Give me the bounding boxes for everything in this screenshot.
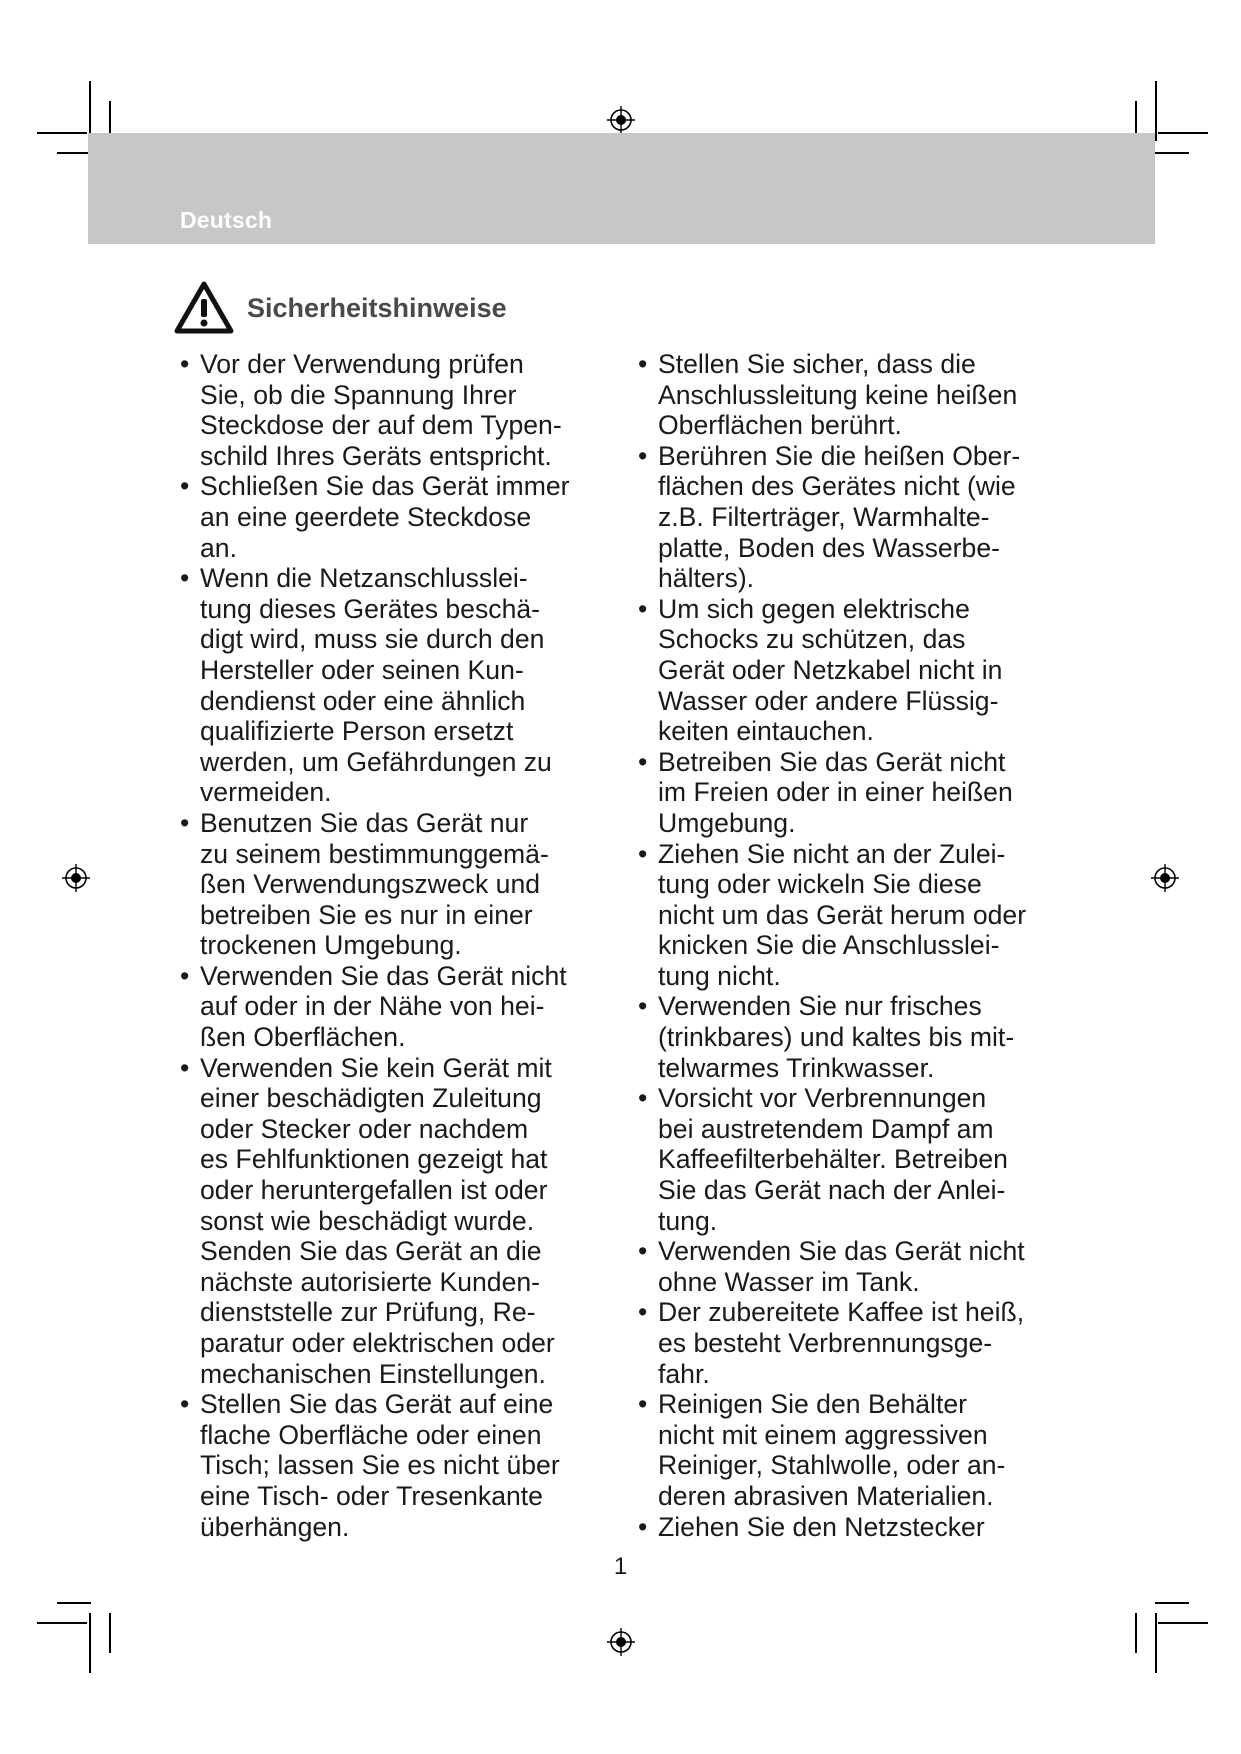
list-item-text: Der zubereitete Kaffee ist heiß, es besteht Verbrennungsge- fahr. [658, 1297, 1025, 1389]
list-item-text: Schließen Sie das Gerät immer an eine geerdete Steckdose an. [200, 471, 570, 563]
bullet: • [180, 1052, 190, 1083]
list-item-text: Ziehen Sie nicht an der Zulei- tung oder wickeln Sie diese nicht um das Gerät herum oder knicken Sie die Anschlusslei- tung nicht. [658, 838, 1027, 991]
bullet: • [638, 1511, 648, 1542]
list-item-text: Stellen Sie das Gerät auf eine flache Oberfläche oder einen Tisch; lassen Sie es nicht über eine Tisch- oder Tresenkante überhängen. [200, 1389, 560, 1542]
registration-mark-icon [1151, 864, 1179, 892]
bullet: • [180, 349, 190, 379]
list-item-text: Verwenden Sie nur frisches (trinkbares) und kaltes bis mit- telwarmes Trinkwasser. [658, 991, 1015, 1083]
bullet: • [638, 593, 648, 624]
list-item [178, 563, 630, 808]
list-item [178, 349, 630, 471]
list-item-text: Stellen Sie sicher, dass die Anschlussleitung keine heißen Oberflächen berührt. [658, 349, 1018, 441]
bullet: • [180, 960, 190, 991]
list-item [636, 1083, 1088, 1236]
bullet: • [638, 1297, 648, 1328]
registration-mark-icon [607, 1628, 635, 1656]
bullet: • [638, 838, 648, 869]
list-item [636, 747, 1088, 839]
list-item [178, 471, 630, 563]
bullet: • [638, 1083, 648, 1114]
list-item-text: Um sich gegen elektrische Schocks zu schützen, das Gerät oder Netzkabel nicht in Wasser oder andere Flüssig- keiten eintauchen. [658, 593, 1003, 747]
list-item-text: Wenn die Netzanschlusslei- tung dieses Gerätes beschä- digt wird, muss sie durch den Hersteller oder seinen Kun- dendienst oder eine ähnlich qualifizierte Person ersetzt werden, um Gefährdungen zu vermeiden. [200, 563, 552, 808]
bullet: • [180, 471, 190, 502]
section-title: Sicherheitshinweise [247, 292, 507, 323]
list-item [636, 839, 1088, 992]
list-item [636, 1297, 1088, 1389]
list-item [178, 1389, 630, 1542]
language-label: Deutsch [180, 207, 273, 233]
list-item [636, 349, 1088, 441]
bullet: • [638, 1389, 648, 1420]
list-item-text: Verwenden Sie kein Gerät mit einer beschädigten Zuleitung oder Stecker oder nachdem es Fehlfunktionen gezeigt hat oder heruntergefallen ist oder sonst wie beschädigt wurde. Senden Sie das Gerät an die nächste autorisierte Kunden- dienststelle zur Prüfung, Re- paratur oder elektrischen oder mechanischen Einstellungen. [200, 1052, 555, 1389]
list-item-text: Vor der Verwendung prüfen Sie, ob die Spannung Ihrer Steckdose der auf dem Typen- schild Ihres Geräts entspricht. [200, 349, 562, 471]
list-item [636, 1389, 1088, 1511]
list-item [636, 1512, 1088, 1543]
list-item-text: Betreiben Sie das Gerät nicht im Freien oder in einer heißen Umgebung. [658, 746, 1013, 838]
warning-triangle-icon [173, 280, 235, 336]
bullet: • [180, 807, 190, 838]
list-item [636, 441, 1088, 594]
bullet: • [180, 563, 190, 594]
registration-mark-icon [62, 864, 90, 892]
list-item-text: Vorsicht vor Verbrennungen bei austretendem Dampf am Kaffeefilterbehälter. Betreiben Sie das Gerät nach der Anlei- tung. [658, 1083, 1008, 1236]
list-item [636, 594, 1088, 747]
bullet: • [638, 1236, 648, 1267]
bullet: • [638, 349, 648, 379]
list-item-text: Verwenden Sie das Gerät nicht ohne Wasser im Tank. [658, 1236, 1025, 1297]
list-item-text: Benutzen Sie das Gerät nur zu seinem bestimmunggemä- ßen Verwendungszweck und betreiben Sie es nur in einer trockenen Umgebung. [200, 807, 549, 961]
list-item [636, 1236, 1088, 1297]
list-item [178, 808, 630, 961]
page-number: 1 [613, 1553, 628, 1580]
header-band [88, 133, 1155, 244]
list-item-text: Verwenden Sie das Gerät nicht auf oder in der Nähe von hei- ßen Oberflächen. [200, 960, 567, 1053]
bullet: • [638, 440, 648, 471]
list-item [178, 1053, 630, 1390]
bullet: • [638, 746, 648, 777]
bullet: • [638, 991, 648, 1022]
registration-mark-icon [607, 106, 635, 134]
list-item [178, 961, 630, 1053]
section-heading [173, 280, 507, 336]
safety-list-left [178, 349, 630, 1542]
list-item-text: Ziehen Sie den Netzstecker [658, 1511, 985, 1542]
list-item [636, 991, 1088, 1083]
safety-list-right [636, 349, 1088, 1542]
list-item-text: Berühren Sie die heißen Ober- flächen des Gerätes nicht (wie z.B. Filterträger, Warmhalte- platte, Boden des Wasserbe- hälters). [658, 440, 1021, 594]
list-item-text: Reinigen Sie den Behälter nicht mit einem aggressiven Reiniger, Stahlwolle, oder an- deren abrasiven Materialien. [658, 1389, 1006, 1511]
bullet: • [180, 1389, 190, 1420]
